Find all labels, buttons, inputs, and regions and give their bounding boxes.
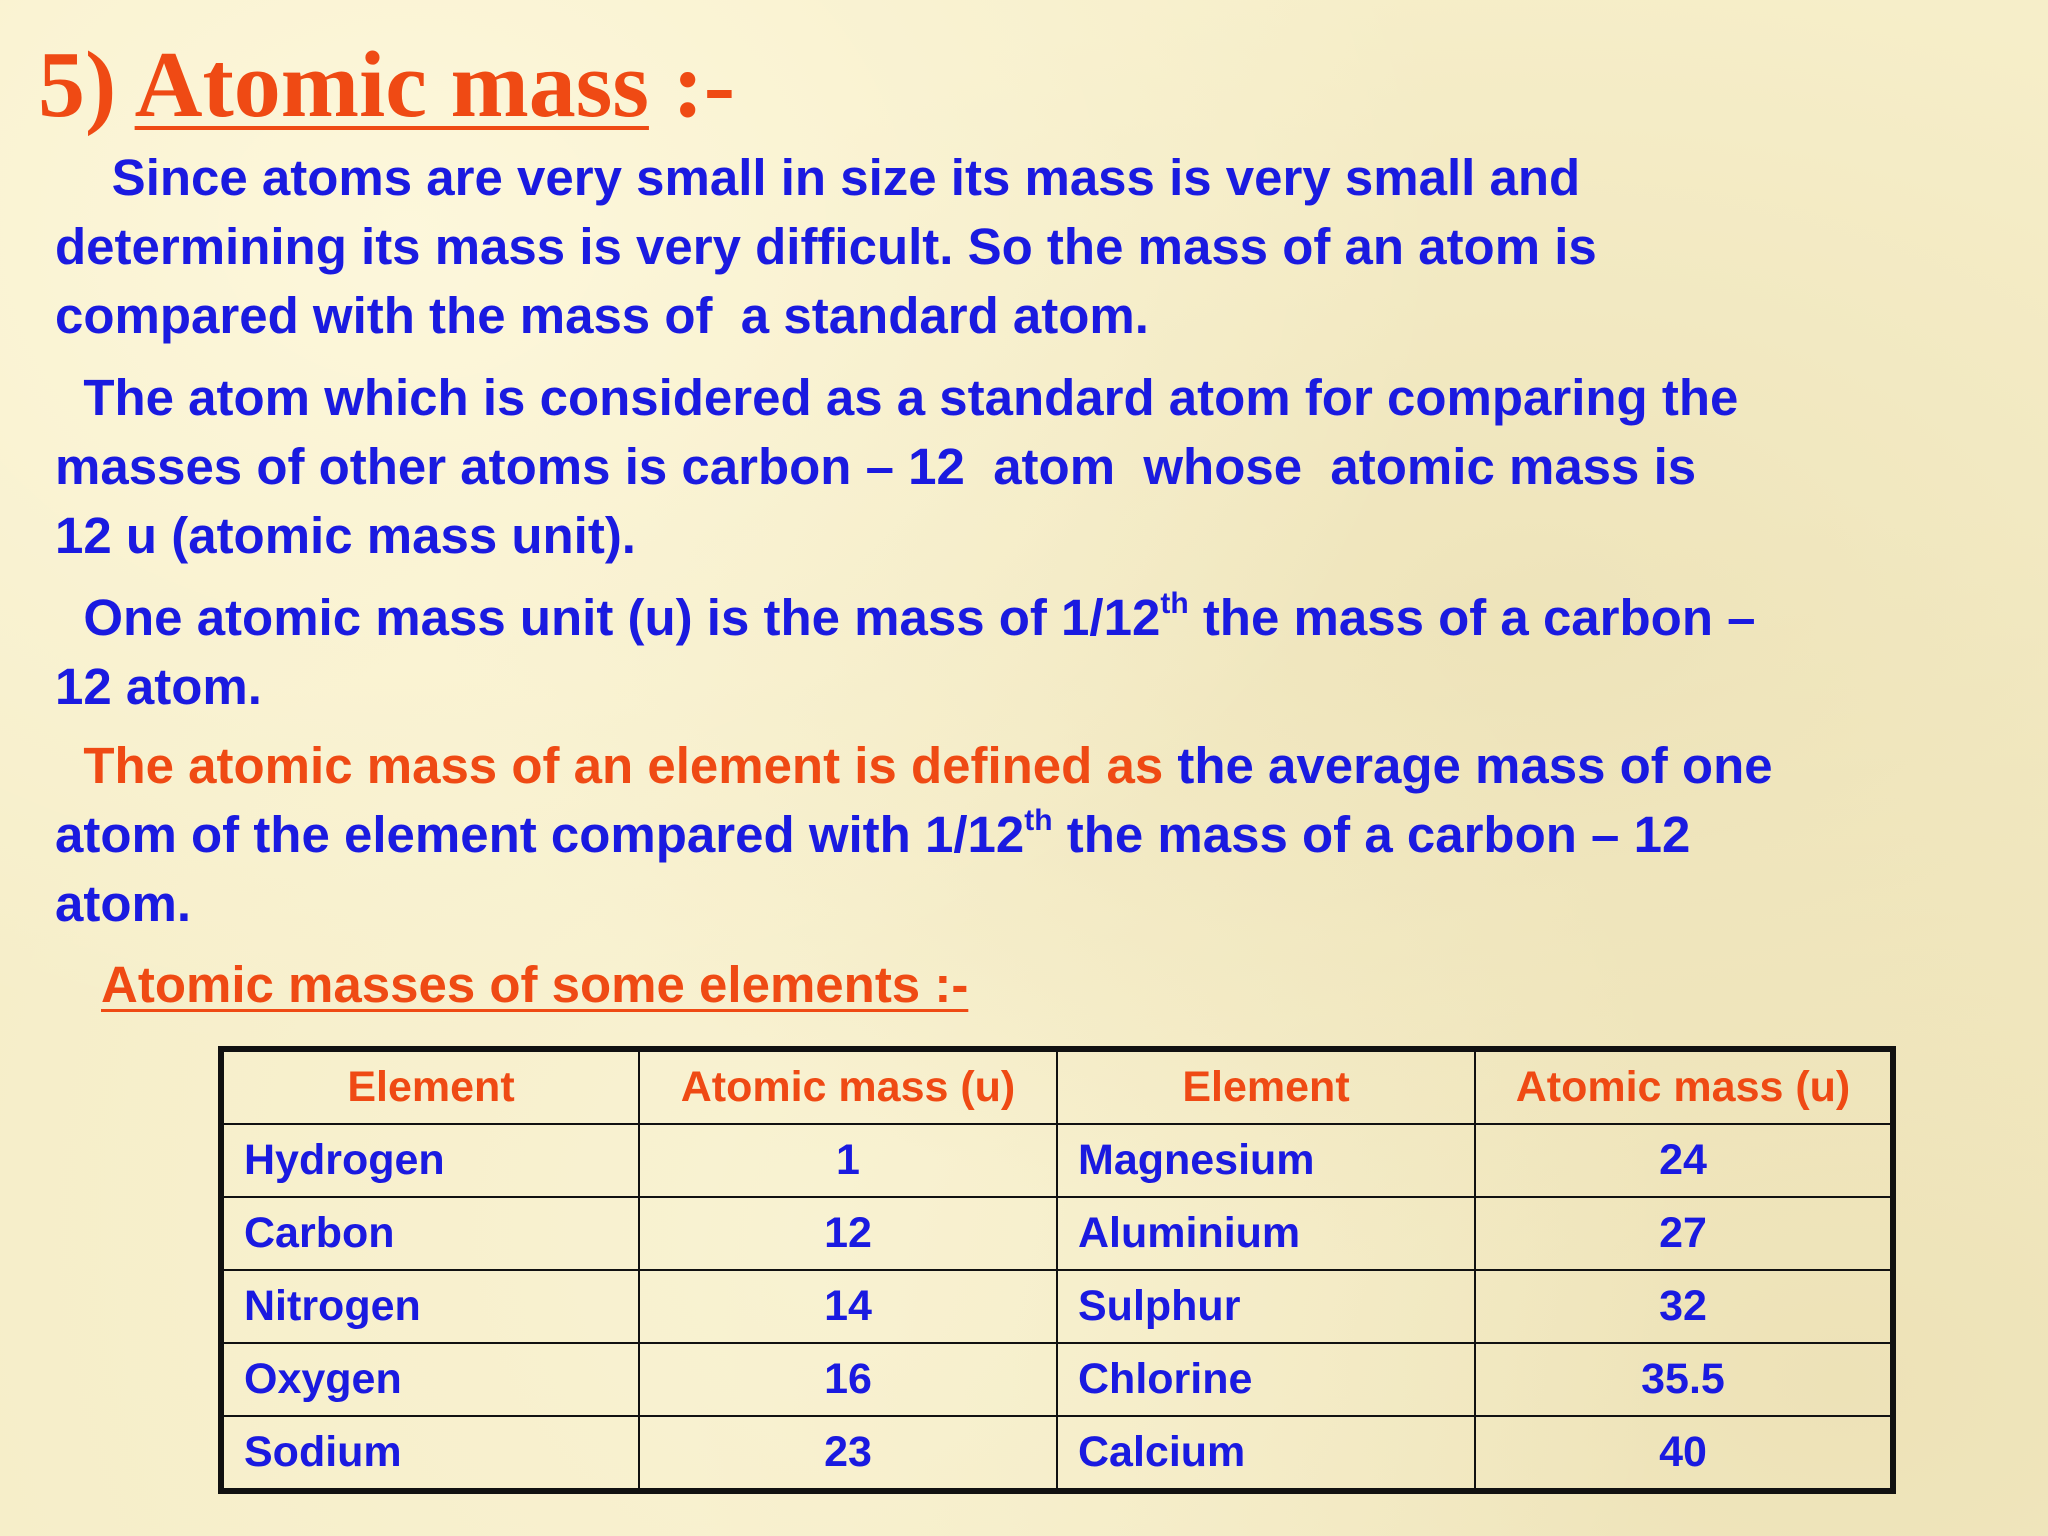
element-name-cell: Oxygen: [221, 1343, 639, 1416]
text-line: [55, 583, 1756, 652]
text-segment: One atomic mass unit (u) is the mass of 1/12: [55, 589, 1161, 646]
table-row: [221, 1124, 1893, 1197]
atomic-mass-cell: 24: [1475, 1124, 1893, 1197]
atomic-mass-cell: 16: [639, 1343, 1057, 1416]
element-name-cell: Sodium: [221, 1416, 639, 1491]
table-row: [221, 1197, 1893, 1270]
superscript: th: [1024, 804, 1053, 837]
text-line: compared with the mass of a standard atom.: [55, 287, 1149, 344]
element-name-cell: Magnesium: [1057, 1124, 1475, 1197]
element-name-cell: Nitrogen: [221, 1270, 639, 1343]
atomic-mass-cell: 23: [639, 1416, 1057, 1491]
paragraph-intro: [55, 143, 1597, 350]
element-name-cell: Calcium: [1057, 1416, 1475, 1491]
paragraph-atomic-mass-definition: [55, 731, 1773, 938]
element-name-cell: Chlorine: [1057, 1343, 1475, 1416]
superscript: th: [1160, 587, 1189, 620]
text-segment: atom of the element compared with 1/12: [55, 806, 1025, 863]
title-suffix: :-: [648, 33, 736, 137]
highlighted-definition: The atomic mass of an element is defined as: [55, 737, 1164, 794]
text-line: The atom which is considered as a standard atom for comparing the: [55, 369, 1739, 426]
atomic-mass-table: [218, 1046, 1896, 1494]
text-segment: the average mass of one: [1163, 737, 1773, 794]
text-line: determining its mass is very difficult. So the mass of an atom is: [55, 218, 1597, 275]
text-line: [55, 731, 1773, 800]
text-line: masses of other atoms is carbon – 12 atom whose atomic mass is: [55, 438, 1697, 495]
table-caption: Atomic masses of some elements :-: [101, 956, 969, 1013]
column-header: Element: [221, 1049, 639, 1124]
column-header: Element: [1057, 1049, 1475, 1124]
title-prefix: 5): [38, 33, 135, 137]
atomic-mass-cell: 32: [1475, 1270, 1893, 1343]
table-header-row: [221, 1049, 1893, 1124]
text-segment: the mass of a carbon – 12: [1052, 806, 1691, 863]
text-line: 12 u (atomic mass unit).: [55, 507, 636, 564]
column-header: Atomic mass (u): [639, 1049, 1057, 1124]
atomic-mass-cell: 12: [639, 1197, 1057, 1270]
text-line: 12 atom.: [55, 658, 262, 715]
atomic-mass-cell: 40: [1475, 1416, 1893, 1491]
atomic-mass-cell: 35.5: [1475, 1343, 1893, 1416]
atomic-mass-cell: 14: [639, 1270, 1057, 1343]
column-header: Atomic mass (u): [1475, 1049, 1893, 1124]
element-name-cell: Sulphur: [1057, 1270, 1475, 1343]
atomic-mass-cell: 27: [1475, 1197, 1893, 1270]
element-name-cell: Hydrogen: [221, 1124, 639, 1197]
text-segment: the mass of a carbon –: [1188, 589, 1756, 646]
table-row: [221, 1416, 1893, 1491]
text-line: Since atoms are very small in size its mass is very small and: [55, 149, 1581, 206]
table-row: [221, 1343, 1893, 1416]
text-line: [55, 800, 1773, 869]
table-row: [221, 1270, 1893, 1343]
title-main: Atomic mass: [134, 33, 649, 137]
slide-title: [38, 30, 735, 140]
element-name-cell: Aluminium: [1057, 1197, 1475, 1270]
text-line: atom.: [55, 875, 192, 932]
atomic-mass-cell: 1: [639, 1124, 1057, 1197]
element-name-cell: Carbon: [221, 1197, 639, 1270]
paragraph-standard-atom: [55, 363, 1738, 570]
paragraph-amu-definition: [55, 583, 1756, 721]
